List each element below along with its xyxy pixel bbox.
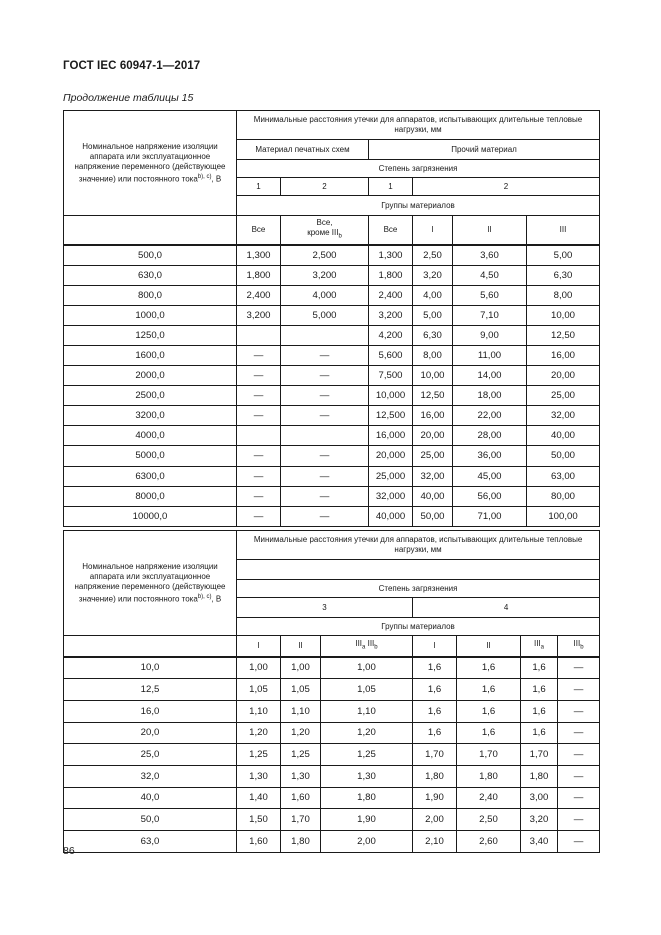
document-header: ГОСТ IEC 60947-1—2017: [63, 60, 201, 72]
voltage-stub-unit: , В: [211, 174, 222, 184]
value-cell: 3,00: [521, 787, 558, 809]
value-cell: 1,60: [281, 787, 321, 809]
value-cell: —: [237, 366, 281, 386]
value-cell: 1,80: [457, 765, 521, 787]
value-cell: 40,00: [413, 486, 453, 506]
value-cell: 25,000: [369, 466, 413, 486]
value-cell: 8,00: [527, 285, 600, 305]
value-cell: 45,00: [453, 466, 527, 486]
col-d3-iiib-main: III: [367, 638, 375, 648]
col-all-except-iiib: [281, 216, 369, 245]
value-cell: 71,00: [453, 506, 527, 526]
value-cell: 1,10: [321, 700, 413, 722]
col-all-other-1: Все: [369, 216, 413, 245]
degree-4: 4: [413, 598, 600, 618]
value-cell: 1,6: [457, 722, 521, 744]
value-cell: 2,50: [413, 245, 453, 266]
value-cell: 1,10: [237, 700, 281, 722]
table-row: [64, 787, 600, 809]
table-b-body: [64, 657, 600, 853]
value-cell: 10,00: [413, 366, 453, 386]
table-row: [64, 506, 600, 526]
table-row: [64, 744, 600, 766]
value-cell: 36,00: [453, 446, 527, 466]
value-cell: 20,000: [369, 446, 413, 466]
value-cell: 1,60: [237, 831, 281, 853]
voltage-cell: 4000,0: [64, 426, 237, 446]
table-row: [64, 446, 600, 466]
voltage-cell: 2500,0: [64, 386, 237, 406]
col-group-iii: III: [527, 216, 600, 245]
value-cell: 12,50: [413, 386, 453, 406]
value-cell: 4,50: [453, 265, 527, 285]
value-cell: 1,90: [413, 787, 457, 809]
creepage-header-b: Минимальные расстояния утечки для аппаратов, испытывающих длительные тепловые нагрузки, мм: [237, 531, 600, 560]
voltage-cell: 1600,0: [64, 345, 237, 365]
value-cell: 1,05: [321, 679, 413, 701]
value-cell: [237, 325, 281, 345]
table-row: [64, 657, 600, 679]
col-d4-iiia: [521, 636, 558, 657]
col-d4-iiia-sub: a: [540, 644, 544, 651]
table-row: [64, 700, 600, 722]
value-cell: 2,10: [413, 831, 457, 853]
value-cell: —: [281, 406, 369, 426]
value-cell: —: [558, 765, 600, 787]
voltage-cell: 63,0: [64, 831, 237, 853]
material-groups-header: Группы материалов: [237, 196, 600, 216]
value-cell: 6,30: [527, 265, 600, 285]
value-cell: 11,00: [453, 345, 527, 365]
value-cell: 1,20: [237, 722, 281, 744]
value-cell: 12,500: [369, 406, 413, 426]
value-cell: 2,00: [413, 809, 457, 831]
value-cell: 1,80: [521, 765, 558, 787]
value-cell: 2,500: [281, 245, 369, 266]
value-cell: —: [237, 446, 281, 466]
value-cell: 3,60: [453, 245, 527, 266]
value-cell: 20,00: [413, 426, 453, 446]
value-cell: —: [558, 744, 600, 766]
value-cell: 16,00: [527, 345, 600, 365]
voltage-cell: 2000,0: [64, 366, 237, 386]
col-d4-iiib: [558, 636, 600, 657]
value-cell: —: [558, 657, 600, 679]
value-cell: 1,90: [321, 809, 413, 831]
table-row: [64, 722, 600, 744]
degree-pcb-2: 2: [281, 178, 369, 196]
value-cell: —: [281, 446, 369, 466]
value-cell: 6,30: [413, 325, 453, 345]
col-d3-i: I: [237, 636, 281, 657]
table-row: [64, 809, 600, 831]
value-cell: 3,200: [281, 265, 369, 285]
voltage-cell: 5000,0: [64, 446, 237, 466]
value-cell: 40,000: [369, 506, 413, 526]
value-cell: 1,300: [369, 245, 413, 266]
value-cell: 5,600: [369, 345, 413, 365]
table-row: [64, 466, 600, 486]
voltage-cell: 20,0: [64, 722, 237, 744]
stub-continuation-b: [64, 636, 237, 657]
value-cell: 14,00: [453, 366, 527, 386]
voltage-cell: 1000,0: [64, 305, 237, 325]
value-cell: 1,6: [521, 657, 558, 679]
table-row: [64, 386, 600, 406]
value-cell: 22,00: [453, 406, 527, 426]
voltage-cell: 8000,0: [64, 486, 237, 506]
value-cell: 9,00: [453, 325, 527, 345]
value-cell: —: [558, 831, 600, 853]
value-cell: 25,00: [413, 446, 453, 466]
value-cell: 12,50: [527, 325, 600, 345]
value-cell: —: [281, 345, 369, 365]
col-group-ii: II: [453, 216, 527, 245]
value-cell: —: [237, 386, 281, 406]
value-cell: 5,60: [453, 285, 527, 305]
voltage-stub-b-footnote-ref: b), c): [197, 593, 212, 600]
value-cell: 1,6: [521, 679, 558, 701]
voltage-cell: 40,0: [64, 787, 237, 809]
material-groups-header-b: Группы материалов: [237, 618, 600, 636]
table-row: [64, 426, 600, 446]
col-d3-ii: II: [281, 636, 321, 657]
value-cell: 2,50: [457, 809, 521, 831]
creepage-header: Минимальные расстояния утечки для аппаратов, испытывающих длительные тепловые нагрузки, мм: [237, 111, 600, 140]
voltage-cell: 50,0: [64, 809, 237, 831]
value-cell: 1,70: [457, 744, 521, 766]
value-cell: 32,000: [369, 486, 413, 506]
value-cell: 1,10: [281, 700, 321, 722]
value-cell: —: [237, 486, 281, 506]
value-cell: 1,00: [281, 657, 321, 679]
value-cell: 3,40: [521, 831, 558, 853]
col-d3-iiia-main: III: [355, 638, 363, 648]
value-cell: 1,80: [413, 765, 457, 787]
col-d3-iiib-sub: b: [374, 644, 378, 651]
value-cell: 1,80: [281, 831, 321, 853]
table-row: [64, 305, 600, 325]
value-cell: 10,000: [369, 386, 413, 406]
value-cell: 1,6: [457, 679, 521, 701]
col-except-sub: b: [338, 233, 342, 240]
value-cell: 1,30: [321, 765, 413, 787]
value-cell: 1,6: [457, 700, 521, 722]
value-cell: —: [237, 506, 281, 526]
voltage-cell: 630,0: [64, 265, 237, 285]
table-row: [64, 265, 600, 285]
value-cell: —: [281, 506, 369, 526]
stub-continuation: [64, 216, 237, 245]
material-other-header: Прочий материал: [369, 140, 600, 160]
table-row: [64, 765, 600, 787]
table-row: [64, 406, 600, 426]
value-cell: —: [281, 466, 369, 486]
value-cell: —: [281, 366, 369, 386]
value-cell: 5,00: [527, 245, 600, 266]
value-cell: 32,00: [413, 466, 453, 486]
table-row: [64, 285, 600, 305]
col-group-i: I: [413, 216, 453, 245]
value-cell: 1,800: [237, 265, 281, 285]
voltage-cell: 6300,0: [64, 466, 237, 486]
value-cell: 40,00: [527, 426, 600, 446]
value-cell: 1,05: [237, 679, 281, 701]
voltage-cell: 3200,0: [64, 406, 237, 426]
value-cell: 4,200: [369, 325, 413, 345]
voltage-stub-b-unit: , В: [211, 594, 222, 604]
table-row: [64, 366, 600, 386]
table-row: [64, 345, 600, 365]
value-cell: 1,20: [321, 722, 413, 744]
value-cell: 18,00: [453, 386, 527, 406]
value-cell: 1,00: [237, 657, 281, 679]
value-cell: 1,25: [321, 744, 413, 766]
value-cell: 2,400: [237, 285, 281, 305]
value-cell: 1,6: [521, 722, 558, 744]
value-cell: 7,500: [369, 366, 413, 386]
col-d4-iiib-main: III: [573, 638, 581, 648]
value-cell: 1,25: [281, 744, 321, 766]
value-cell: 1,300: [237, 245, 281, 266]
value-cell: [281, 325, 369, 345]
value-cell: 1,6: [413, 700, 457, 722]
value-cell: 1,6: [413, 679, 457, 701]
value-cell: 3,200: [369, 305, 413, 325]
value-cell: —: [558, 787, 600, 809]
value-cell: 1,70: [521, 744, 558, 766]
value-cell: 1,30: [281, 765, 321, 787]
value-cell: 1,6: [521, 700, 558, 722]
value-cell: 1,40: [237, 787, 281, 809]
voltage-cell: 500,0: [64, 245, 237, 266]
value-cell: 28,00: [453, 426, 527, 446]
value-cell: 7,10: [453, 305, 527, 325]
col-d4-iiia-main: III: [533, 638, 541, 648]
value-cell: —: [237, 466, 281, 486]
table-a-body: [64, 245, 600, 527]
voltage-cell: 32,0: [64, 765, 237, 787]
col-all-pcb-1: Все: [237, 216, 281, 245]
value-cell: 10,00: [527, 305, 600, 325]
value-cell: —: [281, 486, 369, 506]
value-cell: —: [281, 386, 369, 406]
col-d4-ii: II: [457, 636, 521, 657]
value-cell: 4,000: [281, 285, 369, 305]
value-cell: 1,800: [369, 265, 413, 285]
value-cell: 1,80: [321, 787, 413, 809]
value-cell: [281, 426, 369, 446]
degree-3: 3: [237, 598, 413, 618]
value-cell: 1,00: [321, 657, 413, 679]
value-cell: 32,00: [527, 406, 600, 426]
value-cell: 3,200: [237, 305, 281, 325]
value-cell: 2,00: [321, 831, 413, 853]
value-cell: 1,70: [281, 809, 321, 831]
value-cell: 1,05: [281, 679, 321, 701]
value-cell: 2,400: [369, 285, 413, 305]
table-row: [64, 245, 600, 266]
voltage-cell: 800,0: [64, 285, 237, 305]
table-caption: Продолжение таблицы 15: [63, 92, 194, 104]
value-cell: 1,25: [237, 744, 281, 766]
value-cell: 100,00: [527, 506, 600, 526]
voltage-cell: 25,0: [64, 744, 237, 766]
col-d4-i: I: [413, 636, 457, 657]
value-cell: 50,00: [413, 506, 453, 526]
value-cell: 63,00: [527, 466, 600, 486]
voltage-cell: 10,0: [64, 657, 237, 679]
table-row: [64, 679, 600, 701]
page-number: 86: [63, 845, 75, 857]
value-cell: 5,000: [281, 305, 369, 325]
value-cell: 56,00: [453, 486, 527, 506]
value-cell: —: [558, 809, 600, 831]
creepage-table-part-a: [63, 110, 600, 527]
value-cell: 1,6: [413, 722, 457, 744]
col-d4-iiib-sub: b: [580, 644, 584, 651]
creepage-table-part-b: [63, 530, 600, 853]
voltage-stub-header: [64, 111, 237, 216]
voltage-cell: 16,0: [64, 700, 237, 722]
table-row: [64, 325, 600, 345]
col-except-main: кроме III: [307, 227, 339, 237]
value-cell: 1,20: [281, 722, 321, 744]
value-cell: 3,20: [521, 809, 558, 831]
value-cell: 80,00: [527, 486, 600, 506]
value-cell: 1,70: [413, 744, 457, 766]
value-cell: 16,000: [369, 426, 413, 446]
col-d3-iiia-iiib: [321, 636, 413, 657]
value-cell: 8,00: [413, 345, 453, 365]
value-cell: —: [558, 700, 600, 722]
value-cell: —: [237, 406, 281, 426]
material-pcb-header: Материал печатных схем: [237, 140, 369, 160]
value-cell: 4,00: [413, 285, 453, 305]
value-cell: 1,30: [237, 765, 281, 787]
voltage-cell: 12,5: [64, 679, 237, 701]
voltage-stub-footnote-ref: b), c): [197, 173, 212, 180]
pollution-degree-header-b: Степень загрязнения: [237, 580, 600, 598]
value-cell: 16,00: [413, 406, 453, 426]
voltage-cell: 10000,0: [64, 506, 237, 526]
value-cell: —: [558, 679, 600, 701]
value-cell: 5,00: [413, 305, 453, 325]
voltage-cell: 1250,0: [64, 325, 237, 345]
pollution-degree-header: Степень загрязнения: [237, 160, 600, 178]
table-row: [64, 831, 600, 853]
value-cell: 20,00: [527, 366, 600, 386]
value-cell: 1,6: [413, 657, 457, 679]
voltage-stub-header-text: Номинальное напряжение изоляции аппарата или эксплуатационное напряжение переменного (действующее значение) или постоянного тока: [74, 141, 226, 184]
table-row: [64, 486, 600, 506]
value-cell: 2,60: [457, 831, 521, 853]
degree-other-1: 1: [369, 178, 413, 196]
col-except-prefix: Все,: [316, 217, 333, 227]
voltage-stub-header-b-text: Номинальное напряжение изоляции аппарата или эксплуатационное напряжение переменного (действующее значение) или постоянного тока: [74, 561, 226, 604]
value-cell: 1,6: [457, 657, 521, 679]
voltage-stub-header-b: [64, 531, 237, 636]
value-cell: 1,50: [237, 809, 281, 831]
empty-material-row: [237, 560, 600, 580]
value-cell: 25,00: [527, 386, 600, 406]
value-cell: —: [558, 722, 600, 744]
degree-pcb-1: 1: [237, 178, 281, 196]
value-cell: [237, 426, 281, 446]
value-cell: 50,00: [527, 446, 600, 466]
degree-other-2: 2: [413, 178, 600, 196]
value-cell: 3,20: [413, 265, 453, 285]
value-cell: 2,40: [457, 787, 521, 809]
value-cell: —: [237, 345, 281, 365]
col-d3-iiia-sub: a: [362, 644, 366, 651]
